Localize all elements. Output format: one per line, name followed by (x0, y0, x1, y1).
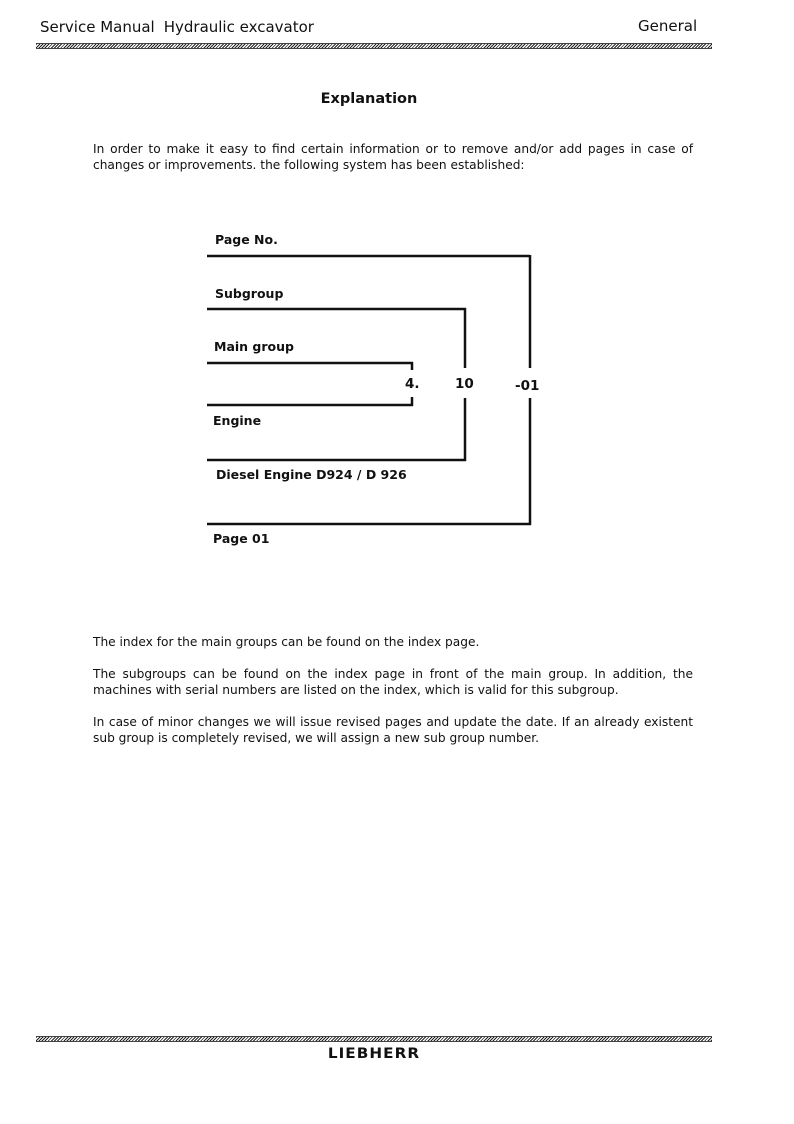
main-group-label: Main group (214, 339, 294, 354)
liebherr-logo: LIEBHERR (327, 1046, 421, 1062)
page-title: Explanation (320, 91, 418, 107)
machine-title: Hydraulic excavator (163, 18, 314, 36)
subgroup-code: 10 (455, 376, 474, 392)
header-divider (36, 43, 712, 49)
subgroup-label: Subgroup (215, 286, 284, 301)
page-no-label: Page No. (215, 232, 278, 247)
subgroup-paragraph: The subgroups can be found on the index page in front of the main group. In addition, the machines with serial numbers are listed on the index, which is valid for this subgroup. (93, 667, 693, 697)
index-paragraph: The index for the main groups can be found on the index page. (93, 635, 480, 649)
footer-divider (36, 1036, 712, 1042)
subgroup-name: Diesel Engine D924 / D 926 (216, 467, 407, 482)
engine-label: Engine (213, 413, 262, 428)
page-code: -01 (515, 378, 540, 394)
main-group-code: 4. (405, 376, 420, 392)
revision-paragraph: In case of minor changes we will issue revised pages and update the date. If an already existent sub group is completely revised, we will assign a new sub group number. (93, 715, 693, 745)
manual-title: Service Manual (40, 18, 155, 36)
header-title (40, 18, 314, 36)
page-name: Page 01 (213, 531, 270, 546)
intro-paragraph: In order to make it easy to find certain information or to remove and/or add pages in case of changes or improvements. the following system has been established: (93, 142, 693, 172)
section-title: General (638, 17, 698, 35)
